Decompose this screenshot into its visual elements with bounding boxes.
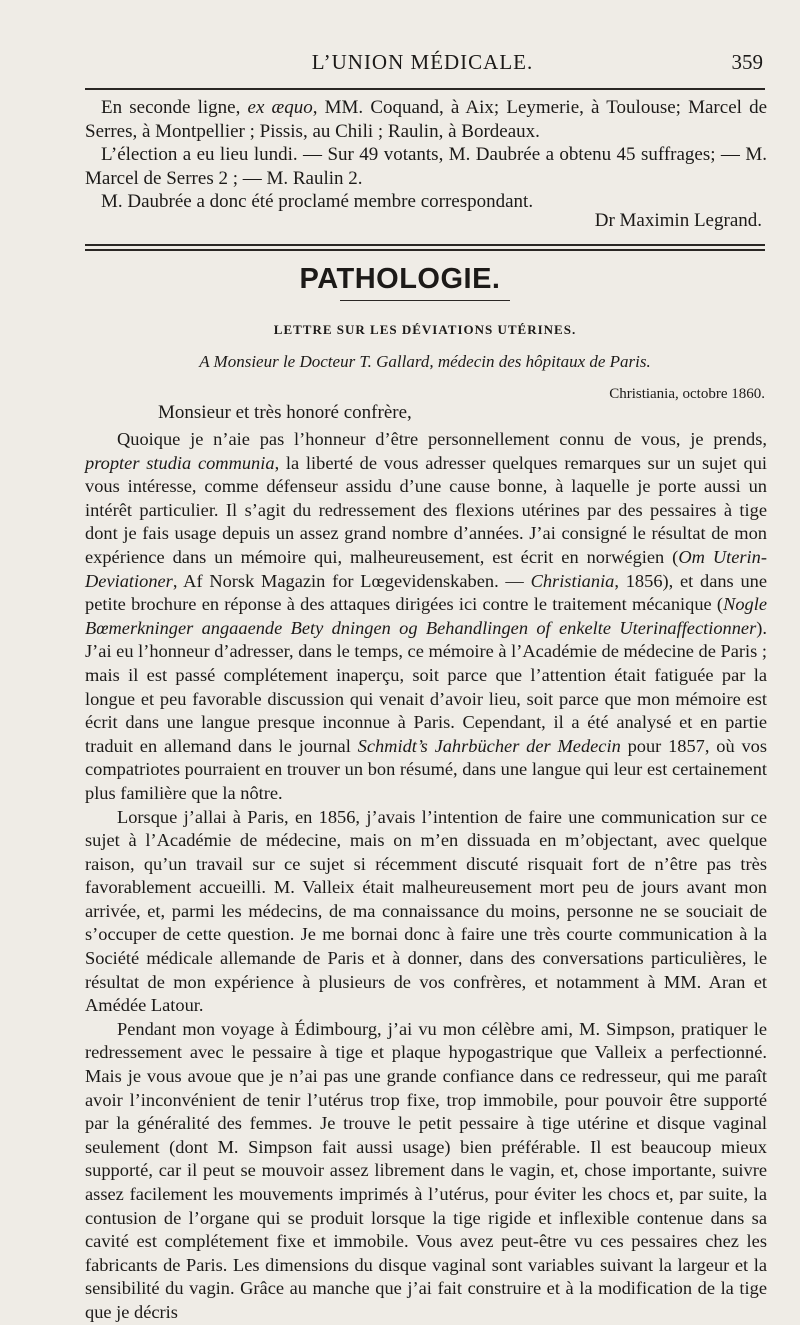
letter-body	[85, 428, 767, 1325]
signature: Dr Maximin Legrand.	[594, 210, 762, 231]
letter-heading: LETTRE SUR LES DÉVIATIONS UTÉRINES.	[273, 322, 577, 337]
dateline: Christiania, octobre 1860.	[609, 386, 765, 402]
letter-paragraph-2: Lorsque j’allai à Paris, en 1856, j’avais l’intention de faire une communication sur ce sujet à l’Académie de médecine, mais on m’en dissuada en m’objectant, avec quelque raison, qu’un travail sur ce sujet si récemment discuté risquait fort de n’être pas très favorablement accueilli. M. Valleix était malheureusement mort peu de jours avant mon arrivée, et, parmi les médecins, de ma connaissance du moins, personne ne se souciait de s’occuper de cette question. Je me bornai donc à faire une très courte communication à la Société médicale allemande de Paris et à donner, dans des conversations particulières, le résultat de mon expérience à plusieurs de vos confrères, et notamment à MM. Aran et Amédée Latour.	[85, 806, 767, 1016]
header-rule	[85, 88, 765, 90]
section-rule-bottom	[85, 249, 765, 251]
page-number: 359	[731, 50, 763, 74]
page-header	[80, 50, 765, 82]
intro-paragraph-3: M. Daubrée a donc été proclamé membre correspondant.	[101, 191, 534, 213]
intro-paragraph-1: En seconde ligne, ex æquo, MM. Coquand, à Aix; Leymerie, à Toulouse; Marcel de Serres, à Montpellier ; Pissis, au Chili ; Raulin, à Bordeaux.	[85, 97, 767, 142]
section-rule-top	[85, 244, 765, 246]
letter-paragraph-3: Pendant mon voyage à Édimbourg, j’ai vu mon célèbre ami, M. Simpson, pratiquer le redressement avec le pessaire à tige et plaque hypogastrique que Valleix a perfectionné. Mais je vous avoue que je n’ai pas une grande confiance dans ce redresseur, qui me paraît avoir l’inconvénient de tenir l’utérus trop fixe, trop immobile, pour pouvoir être supporté par la généralité des femmes. Je trouve le petit pessaire à tige utérine et disque vaginal seulement (dont M. Simpson fait aussi usage) bien préférable. Il est beaucoup mieux supporté, car il peut se mouvoir assez librement dans le vagin, et, chose importante, suivre assez facilement les mouvements imprimés à l’utérus, pour éviter les chocs et, par suite, la contusion de l’organe qui se produit lorsque la tige rigide et inflexible contenue dans sa cavité est complétement fixe et immobile. Vous avez peut-être vu ces pessaires chez les fabricants de Paris. Les dimensions du disque vaginal sont variables suivant la largeur et la sensibilité du vagin. Grâce au manche que j’ai fait construire et à la modification de la tige que je décris	[85, 1018, 767, 1322]
intro-paragraph-2: L’élection a eu lieu lundi. — Sur 49 votants, M. Daubrée a obtenu 45 suffrages; — M. Marcel de Serres 2 ; — M. Raulin 2.	[85, 144, 767, 189]
letter-address: A Monsieur le Docteur T. Gallard, médecin des hôpitaux de Paris.	[199, 352, 651, 371]
running-title: L’UNION MÉDICALE.	[311, 50, 534, 74]
title-underline	[340, 300, 510, 301]
salutation: Monsieur et très honoré confrère,	[158, 402, 412, 423]
intro-text	[85, 96, 767, 214]
letter-paragraph-1: Quoique je n’aie pas l’honneur d’être personnellement connu de vous, je prends, propter studia communia, la liberté de vous adresser quelques remarques sur un sujet qui vous intéresse, comme défenseur assidu d’une cause bonne, à laquelle je porte aussi un intérêt particulier. Il s’agit du redressement des flexions utérines par des pessaires à tige dont je fais usage depuis un assez grand nombre d’années. J’ai consigné le résultat de mon expérience dans un mémoire qui, malheureusement, est écrit en norwégien (Om Uterin-Deviationer, Af Norsk Magazin for Lœgevidenskaben. — Christiania, 1856), et dans une petite brochure en réponse à des attaques dirigées ici contre le traitement mécanique (Nogle Bœmerkninger angaaende Bety dningen og Behandlingen of enkelte Uterinaffectionner). J’ai eu l’honneur d’adresser, dans le temps, ce mémoire à l’Académie de médecine de Paris ; mais il est passé complétement inaperçu, soit parce que l’attention était fatiguée par la longue et peu favorable discussion qui venait d’avoir lieu, soit parce que mon mémoire est écrit dans une langue presque inconnue à Paris. Cependant, il a été analysé et en partie traduit en allemand dans le journal Schmidt’s Jahrbücher der Medecin pour 1857, où vos compatriotes pourraient en trouver un bon résumé, dans une langue qui leur est certainement plus familière que la nôtre.	[85, 429, 768, 803]
section-title: PATHOLOGIE.	[299, 263, 501, 295]
